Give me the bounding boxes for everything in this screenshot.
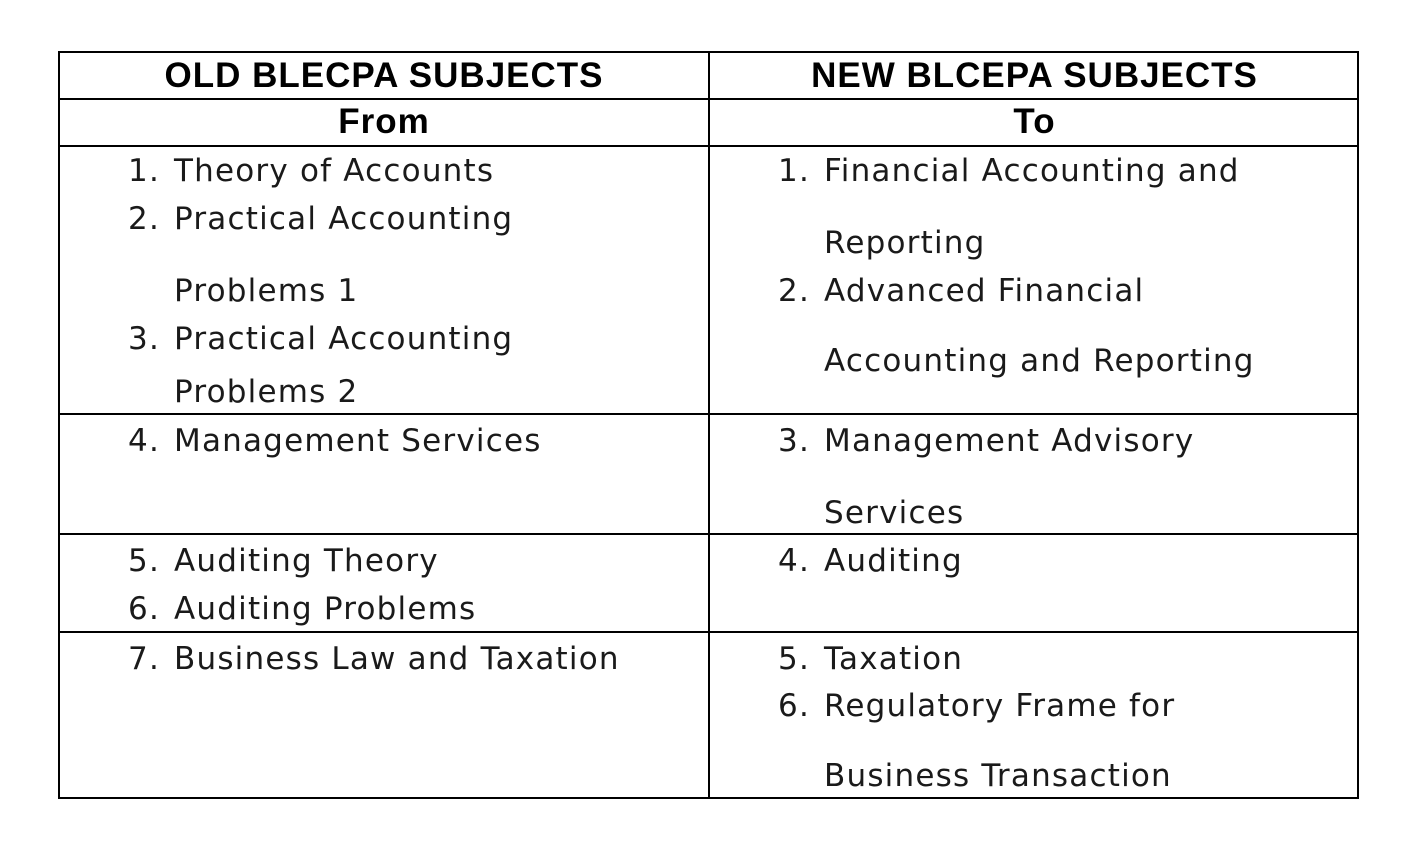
- old-subject-item: 1. Theory of Accounts: [128, 153, 495, 189]
- new-subject-item: 5. Taxation: [778, 641, 964, 677]
- column-divider: [708, 53, 710, 797]
- new-subject-item: 1. Financial Accounting and: [778, 153, 1240, 189]
- new-subject-item-continued: Accounting and Reporting: [824, 343, 1255, 379]
- new-subject-item: 2. Advanced Financial: [778, 273, 1145, 309]
- new-subject-item: 4. Auditing: [778, 543, 963, 579]
- old-subject-item: 6. Auditing Problems: [128, 591, 477, 627]
- new-subject-item-continued: Reporting: [824, 225, 986, 261]
- to-subheader: To: [1013, 102, 1056, 141]
- new-subjects-header: NEW BLCEPA SUBJECTS: [811, 56, 1258, 95]
- new-subject-item-continued: Services: [824, 495, 965, 531]
- new-subject-item: 6. Regulatory Frame for: [778, 688, 1176, 724]
- old-subjects-header: OLD BLECPA SUBJECTS: [164, 56, 604, 95]
- new-subject-item-continued: Business Transaction: [824, 758, 1172, 794]
- old-subject-item-continued: Problems 2: [174, 374, 359, 410]
- row-divider: [60, 533, 1357, 535]
- old-subject-item: 2. Practical Accounting: [128, 201, 514, 237]
- old-subject-item: 5. Auditing Theory: [128, 543, 439, 579]
- old-subject-item: 4. Management Services: [128, 423, 542, 459]
- from-subheader: From: [338, 102, 430, 141]
- old-subject-item-continued: Problems 1: [174, 273, 359, 309]
- subjects-table: [58, 51, 1359, 799]
- new-subject-item: 3. Management Advisory: [778, 423, 1195, 459]
- old-subject-item: 7. Business Law and Taxation: [128, 641, 620, 677]
- old-subject-item: 3. Practical Accounting: [128, 321, 514, 357]
